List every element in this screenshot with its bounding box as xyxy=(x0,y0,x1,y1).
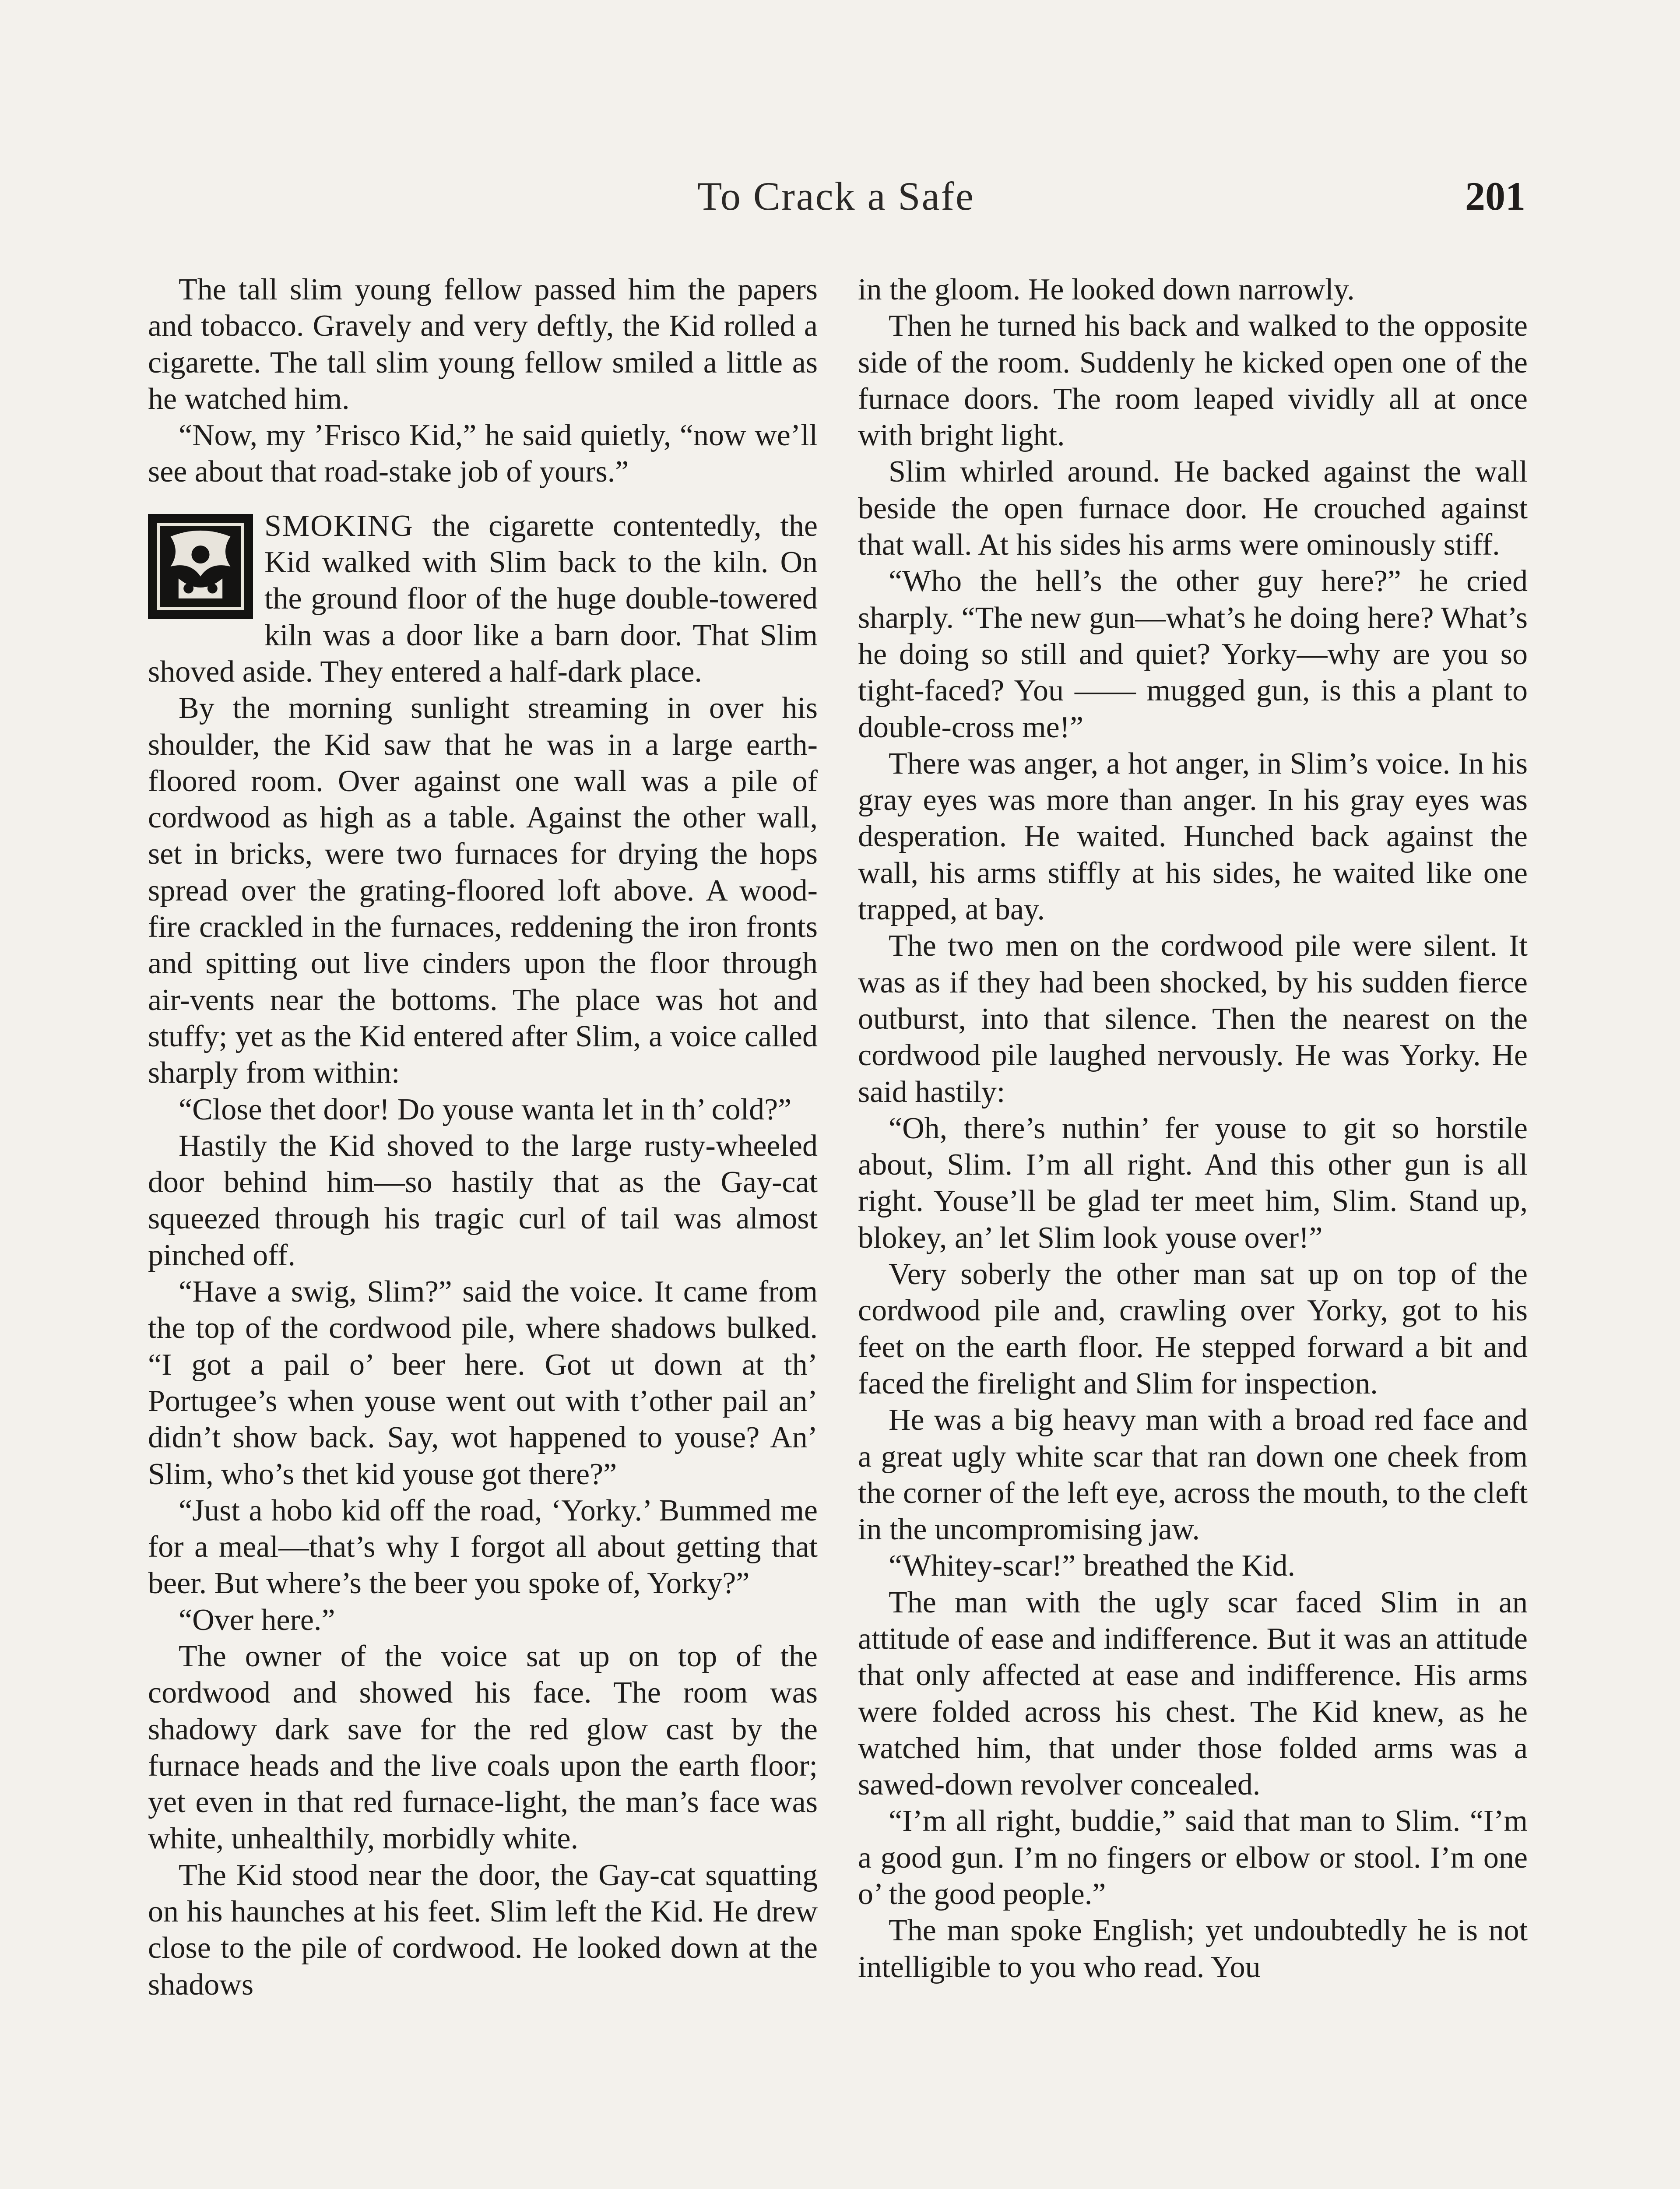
paragraph: Very soberly the other man sat up on top of the cordwood pile and, crawling over Yorky, got to his feet on the earth floor. He stepped forward a bit and faced the firelight and Slim for inspection. xyxy=(858,1257,1528,1401)
drop-cap-paragraph xyxy=(148,508,818,690)
paragraph: The man with the ugly scar faced Slim in an attitude of ease and indifference. But it was an attitude that only affected at ease and indifference. His arms were folded across his chest. The Kid knew, as he watched him, that under those folded arms was a sawed-down revolver concealed. xyxy=(858,1585,1528,1802)
paragraph: “Close thet door! Do youse wanta let in th’ cold?” xyxy=(179,1092,792,1126)
paragraph: The two men on the cordwood pile were silent. It was as if they had been shocked, by his sudden fierce outburst, into that silence. Then the nearest on the cordwood pile laughed nervously. He was Yorky. He said hastily: xyxy=(858,929,1528,1109)
paragraph: “Now, my ’Frisco Kid,” he said quietly, “now we’ll see about that road-stake job of yours.” xyxy=(148,419,818,489)
paragraph: The Kid stood near the door, the Gay-cat squatting on his haunches at his feet. Slim left the Kid. He drew close to the pile of cordwood. He looked down at the shadows xyxy=(148,1858,818,2002)
paragraph: “Have a swig, Slim?” said the voice. It came from the top of the cordwood pile, where shadows bulked. “I got a pail o’ beer here. Got ut down at th’ Portugee’s when youse went out with t’other pail an’ didn’t show back. Say, wot happened to youse? An’ Slim, who’s thet kid youse got there?” xyxy=(148,1275,818,1491)
page-number: 201 xyxy=(1465,174,1525,218)
paragraph: “Whitey-scar!” breathed the Kid. xyxy=(889,1549,1295,1583)
paragraph: The owner of the voice sat up on top of the cordwood and showed his face. The room was shadowy dark save for the red glow cast by the furnace heads and the live coals upon the earth floor; yet even in that red furnace-light, the man’s face was white, unhealthily, morbidly white. xyxy=(148,1639,818,1856)
ornamental-initial-icon xyxy=(148,514,253,619)
paragraph: The man spoke English; yet undoubtedly he is not intelligible to you who read. You xyxy=(858,1914,1528,1984)
paragraph: The tall slim young fellow passed him the papers and tobacco. Gravely and very deftly, the Kid rolled a cigarette. The tall slim young fellow smiled a little as he watched him. xyxy=(148,273,818,416)
running-title: To Crack a Safe xyxy=(697,174,975,218)
paragraph: “Just a hobo kid off the road, ‘Yorky.’ Bummed me for a meal—that’s why I forgot all about getting that beer. But where’s the beer you spoke of, Yorky?” xyxy=(148,1493,818,1601)
paragraph: in the gloom. He looked down narrowly. xyxy=(858,273,1355,306)
paragraph: “Oh, there’s nuthin’ fer youse to git so horstile about, Slim. I’m all right. And this other gun is all right. Youse’ll be glad ter meet him, Slim. Stand up, blokey, an’ let Slim look youse over!” xyxy=(858,1111,1528,1255)
paragraph: “Over here.” xyxy=(179,1603,335,1637)
paragraph: “I’m all right, buddie,” said that man to Slim. “I’m a good gun. I’m no fingers or elbow or stool. I’m one o’ the good people.” xyxy=(858,1804,1528,1911)
paragraph: Slim whirled around. He backed against the wall beside the open furnace door. He crouched against that wall. At his sides his arms were ominously stiff. xyxy=(858,455,1528,562)
paragraph: Then he turned his back and walked to the opposite side of the room. Suddenly he kicked open one of the furnace doors. The room leaped vividly all at once with bright light. xyxy=(858,309,1528,453)
paragraph: “Who the hell’s the other guy here?” he cried sharply. “The new gun—what’s he doing here? What’s he doing so still and quiet? Yorky—why are you so tight-faced? You —— mugged gun, is this a plant to double-cross me!” xyxy=(858,564,1528,744)
paragraph: By the morning sunlight streaming in over his shoulder, the Kid saw that he was in a large earth-floored room. Over against one wall was a pile of cordwood as high as a table. Against the other wall, set in bricks, were two furnaces for drying the hops spread over the grating-floored loft above. A wood-fire crackled in the furnaces, reddening the iron fronts and spitting out live cinders upon the floor through air-vents near the bottoms. The place was hot and stuffy; yet as the Kid entered after Slim, a voice called sharply from within: xyxy=(148,691,818,1090)
right-column xyxy=(858,271,1528,1985)
paragraph: He was a big heavy man with a broad red face and a great ugly white scar that ran down one cheek from the corner of the left eye, across the mouth, to the cleft in the uncompromising jaw. xyxy=(858,1403,1528,1547)
paragraph-text: the cigarette contentedly, the Kid walked with Slim back to the kiln. On the ground floor of the huge double-towered kiln was a door like a barn door. That Slim shoved aside. They entered a half-dark place. xyxy=(148,509,818,689)
paragraph: Hastily the Kid shoved to the large rusty-wheeled door behind him—so hastily that as the Gay-cat squeezed through his tragic curl of tail was almost pinched off. xyxy=(148,1129,818,1272)
page-header xyxy=(147,173,1525,234)
drop-cap-lead: SMOKING xyxy=(264,509,414,543)
left-column xyxy=(148,271,818,2003)
paragraph: There was anger, a hot anger, in Slim’s voice. In his gray eyes was more than anger. In his gray eyes was desperation. He waited. Hunched back against the wall, his arms stiffly at his sides, he waited like one trapped, at bay. xyxy=(858,746,1528,927)
